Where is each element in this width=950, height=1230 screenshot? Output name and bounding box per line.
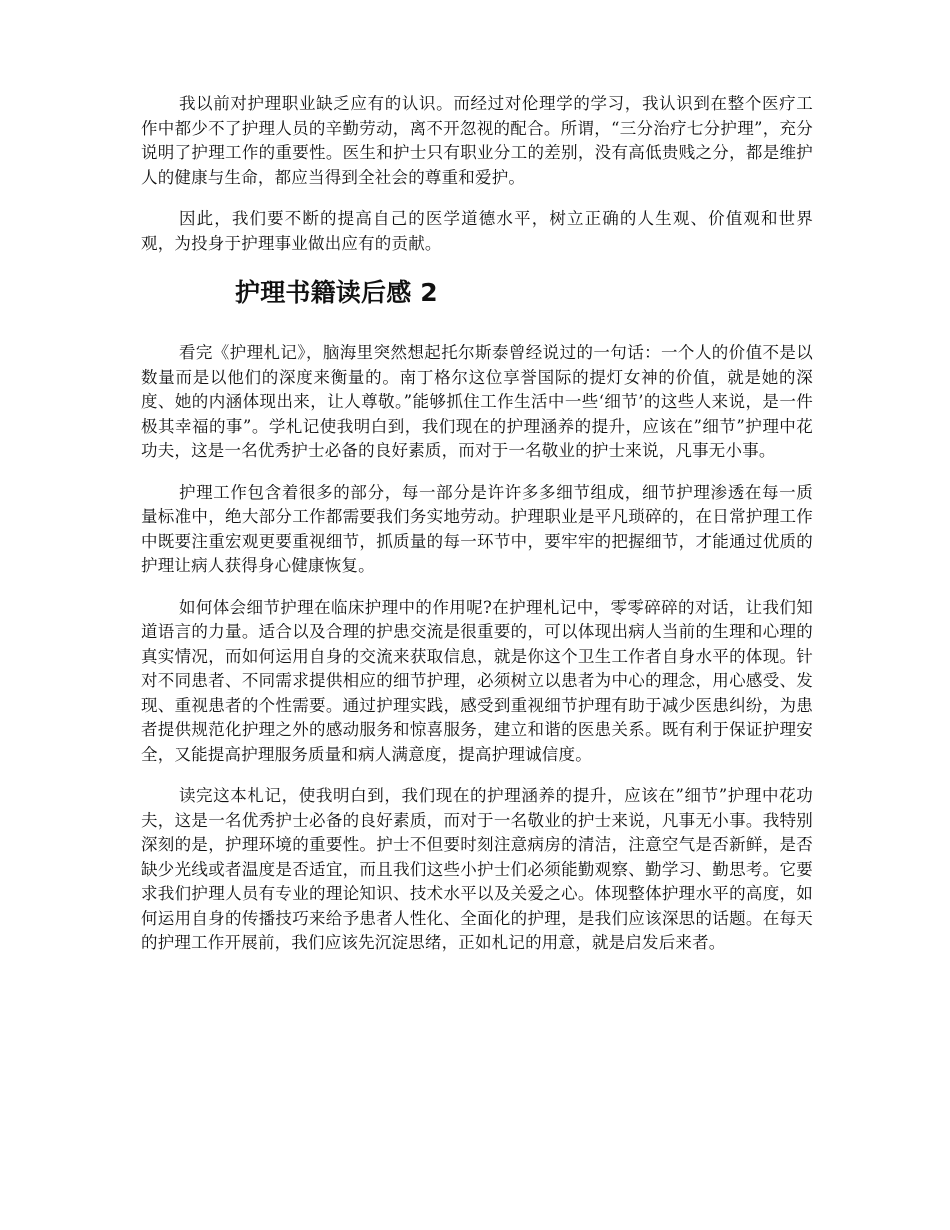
- paragraph-1: 我以前对护理职业缺乏应有的认识。而经过对伦理学的学习，我认识到在整个医疗工作中都少不了护理人员的辛勤劳动，离不开忽视的配合。所谓，“三分治疗七分护理”，充分说明了护理工作的重要性。医生和护士只有职业分工的差别，没有高低贵贱之分，都是维护人的健康与生命，都应当得到全社会的尊重和爱护。: [141, 94, 813, 187]
- paragraph-5: 如何体会细节护理在临床护理中的作用呢?在护理札记中，零零碎碎的对话，让我们知道语言的力量。适合以及合理的护患交流是很重要的，可以体现出病人当前的生理和心理的真实情况，而如何运用自身的交流来获取信息，就是你这个卫生工作者自身水平的体现。针对不同患者、不同需求提供相应的细节护理，必须树立以患者为中心的理念，用心感受、发现、重视患者的个性需要。通过护理实践，感受到重视细节护理有助于减少医患纠纷，为患者提供规范化护理之外的感动服务和惊喜服务，建立和谐的医患关系。既有利于保证护理安全，又能提高护理服务质量和病人满意度，提高护理诚信度。: [141, 597, 813, 764]
- paragraph-3: 看完《护理札记》，脑海里突然想起托尔斯泰曾经说过的一句话：一个人的价值不是以数量而是以他们的深度来衡量的。南丁格尔这位享誉国际的提灯女神的价值，就是她的深度、她的内涵体现出来，让人尊敬。”能够抓住工作生活中一些‘细节’的这些人来说，是一件极其幸福的事”。学札记使我明白到，我们现在的护理涵养的提升，应该在”细节”护理中花功夫，这是一名优秀护士必备的良好素质，而对于一名敬业的护士来说，凡事无小事。: [141, 343, 813, 460]
- document-page: [141, 92, 813, 973]
- section-heading: 护理书籍读后感 2: [235, 278, 438, 307]
- paragraph-4: 护理工作包含着很多的部分，每一部分是许许多多细节组成，细节护理渗透在每一质量标准中，绝大部分工作都需要我们务实地劳动。护理职业是平凡琐碎的，在日常护理工作中既要注重宏观更要重视细节，抓质量的每一环节中，要牢牢的把握细节，才能通过优质的护理让病人获得身心健康恢复。: [141, 482, 813, 575]
- paragraph-2: 因此，我们要不断的提高自己的医学道德水平，树立正确的人生观、价值观和世界观，为投身于护理事业做出应有的贡献。: [141, 209, 813, 253]
- paragraph-6: 读完这本札记，使我明白到，我们现在的护理涵养的提升，应该在”细节”护理中花功夫，这是一名优秀护士必备的良好素质，而对于一名敬业的护士来说，凡事无小事。我特别深刻的是，护理环境的重要性。护士不但要时刻注意病房的清洁，注意空气是否新鲜，是否缺少光线或者温度是否适宜，而且我们这些小护士们必须能勤观察、勤学习、勤思考。它要求我们护理人员有专业的理论知识、技术水平以及关爱之心。体现整体护理水平的高度，如何运用自身的传播技巧来给予患者人性化、全面化的护理，是我们应该深思的话题。在每天的护理工作开展前，我们应该先沉淀思绪，正如札记的用意，就是启发后来者。: [141, 786, 813, 952]
